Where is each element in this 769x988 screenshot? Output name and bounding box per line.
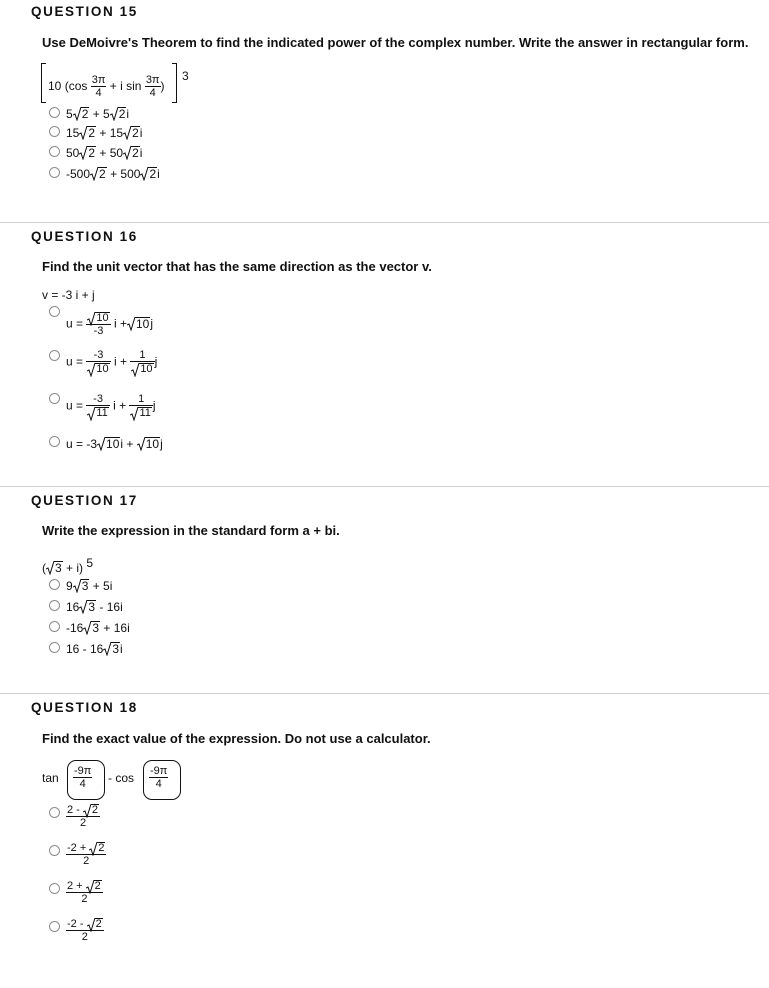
q16-option-4-label[interactable]: u = -3 10i + 10j (66, 437, 163, 451)
q18-option-4-radio[interactable] (49, 921, 60, 932)
question-15-title: QUESTION 15 (31, 4, 138, 19)
q16-option-2-radio[interactable] (49, 350, 60, 361)
question-18-title: QUESTION 18 (31, 700, 138, 715)
q16-option-2-label[interactable]: u = $\frac{-3}{10}$ i + $\frac{1}{10}$ j (66, 349, 158, 375)
q17-option-2-radio[interactable] (49, 600, 60, 611)
q16-option-1-label[interactable]: u = $\frac{10}{-3}$ i + 10j (66, 312, 153, 337)
q15-option-3-radio[interactable] (49, 146, 60, 157)
divider (0, 486, 769, 487)
q16-option-3-radio[interactable] (49, 393, 60, 404)
q15-option-1-radio[interactable] (49, 107, 60, 118)
q16-option-1-radio[interactable] (49, 306, 60, 317)
question-17-prompt: Write the expression in the standard form a + bi. (42, 523, 340, 538)
q17-option-4-label[interactable]: 16 - 16 3i (66, 642, 123, 656)
question-15-prompt: Use DeMoivre's Theorem to find the indicated power of the complex number. Write the answer in rectangular form. (42, 35, 749, 50)
q16-option-3-label[interactable]: u = $\frac{-3}{11}$ i + $\frac{1}{11}$ j (66, 393, 156, 419)
question-17-title: QUESTION 17 (31, 493, 138, 508)
q15-option-2-radio[interactable] (49, 126, 60, 137)
q15-option-4-radio[interactable] (49, 167, 60, 178)
question-17-expression: ( 3 + i) 5 (42, 556, 94, 575)
q17-option-3-label[interactable]: -16 3 + 16i (66, 621, 130, 635)
divider (0, 222, 769, 223)
q18-option-2-radio[interactable] (49, 845, 60, 856)
q15-option-1-label[interactable]: 5 2 + 5 2i (66, 107, 130, 121)
q18-option-1-radio[interactable] (49, 807, 60, 818)
q15-option-2-label[interactable]: 15 2 + 15 2i (66, 126, 143, 140)
q18-option-3-radio[interactable] (49, 883, 60, 894)
q18-option-1-label[interactable]: 2 - 2 2 (67, 804, 99, 829)
q15-option-4-label[interactable]: -500 2 + 500 2i (66, 167, 160, 181)
question-16-title: QUESTION 16 (31, 229, 138, 244)
q18-option-4-label[interactable]: -2 - 2 2 (67, 918, 102, 943)
question-18-prompt: Find the exact value of the expression. Do not use a calculator. (42, 731, 431, 746)
q17-option-2-label[interactable]: 16 3 - 16i (66, 600, 123, 614)
q17-option-3-radio[interactable] (49, 621, 60, 632)
q17-option-4-radio[interactable] (49, 642, 60, 653)
question-16-vector: v = -3 i + j (42, 288, 95, 302)
q16-option-4-radio[interactable] (49, 436, 60, 447)
q15-option-3-label[interactable]: 50 2 + 50 2i (66, 146, 143, 160)
question-16-prompt: Find the unit vector that has the same direction as the vector v. (42, 259, 432, 274)
divider (0, 693, 769, 694)
q17-option-1-radio[interactable] (49, 579, 60, 590)
q18-option-2-label[interactable]: -2 + 2 2 (67, 842, 105, 867)
q18-option-3-label[interactable]: 2 + 2 2 (67, 880, 101, 905)
q17-option-1-label[interactable]: 9 3 + 5i (66, 579, 113, 593)
